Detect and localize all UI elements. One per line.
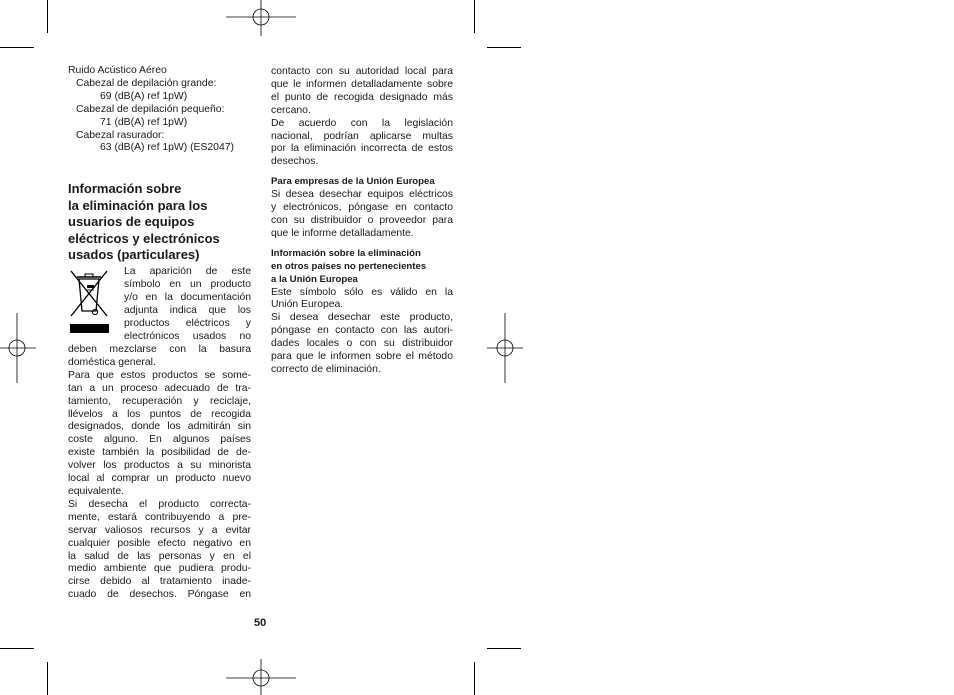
text-line: dades locales o con su distribuidor — [271, 338, 453, 350]
right-column — [271, 66, 453, 377]
registration-mark-icon — [226, 0, 296, 36]
text-line: tamiento, recuperación y reciclaje, — [68, 395, 251, 407]
noise-head-large: Cabezal de depilación grande: — [76, 77, 217, 89]
text-line: volver los productos a su minorista — [68, 460, 251, 472]
text-line: cirse debido al tratamiento inade- — [68, 576, 251, 588]
text-line: desechos. — [271, 156, 319, 168]
text-line: deben mezclarse con la basura — [68, 344, 251, 355]
text-line: Si desecha el producto correcta- — [68, 498, 251, 510]
non-eu-heading: Información sobre la eliminación — [271, 247, 421, 259]
text-line: cercano. — [271, 104, 311, 116]
text-line: símbolo en un producto — [124, 278, 251, 290]
text-line: contacto con su autoridad local para — [271, 66, 453, 77]
text-line: electrónicos usados no — [124, 330, 251, 342]
text-line: con su distribuidor o proveedor para — [271, 214, 453, 226]
registration-mark-icon — [0, 313, 36, 383]
text-line: designados, donde los admitirán sin — [68, 421, 251, 433]
text-line: y/o en la documentación — [124, 291, 251, 303]
text-line: Para que estos productos se some- — [68, 369, 251, 381]
noise-specs — [68, 65, 258, 155]
noise-title: Ruido Acústico Aéreo — [68, 65, 167, 76]
heading-line: eléctricos y electrónicos — [68, 230, 220, 246]
text-line: adjunta indica que los — [124, 304, 251, 316]
text-line: Este símbolo sólo es válido en la — [271, 286, 453, 298]
heading-line: usuarios de equipos — [68, 214, 195, 230]
text-line: llévelos a los puntos de recogida — [68, 408, 251, 420]
symbol-description — [124, 266, 251, 343]
text-line: local al comprar un producto nuevo — [68, 473, 251, 485]
heading-line: Información sobre — [68, 181, 182, 196]
text-line: tan a un proceso adecuado de tra- — [68, 382, 251, 394]
registration-mark-icon — [487, 313, 523, 383]
crop-mark — [47, 662, 48, 695]
non-eu-heading: en otros países no pertenecientes — [271, 260, 427, 272]
crop-mark — [0, 648, 34, 649]
left-column-body — [68, 344, 251, 602]
text-line: La aparición de este — [124, 266, 251, 277]
crop-mark — [474, 662, 475, 695]
crop-mark — [474, 0, 475, 33]
text-line: nacional, podrían aplicarse multas — [271, 130, 453, 142]
text-line: De acuerdo con la legislación — [271, 117, 453, 129]
text-line: coste alguno. En algunos países — [68, 434, 251, 446]
noise-head-small: Cabezal de depilación pequeño: — [76, 103, 225, 115]
text-line: que le informen detalladamente sobre — [271, 78, 453, 90]
text-line: cualquier posible efecto negativo en — [68, 537, 251, 549]
text-line: doméstica general. — [68, 356, 156, 368]
text-line: el punto de recogida designado más — [271, 91, 453, 103]
text-line: para que le informen sobre el método — [271, 351, 453, 363]
crop-mark — [47, 0, 48, 33]
crop-mark — [487, 47, 521, 48]
text-line: servar valiosos recursos y a evitar — [68, 524, 251, 536]
text-line: que le informe detalladamente. — [271, 227, 414, 239]
heading-line: la eliminación para los — [68, 197, 208, 213]
noise-val-large: 69 (dB(A) ref 1pW) — [100, 90, 188, 102]
text-line: correcto de eliminación. — [271, 363, 381, 375]
text-line: medio ambiente que pudiera produ- — [68, 563, 251, 575]
text-line: equivalente. — [68, 485, 125, 497]
section-heading — [68, 181, 258, 264]
noise-val-shaver: 63 (dB(A) ref 1pW) (ES2047) — [100, 142, 234, 154]
text-line: póngase en contacto con las autori- — [271, 325, 453, 337]
noise-val-small: 71 (dB(A) ref 1pW) — [100, 116, 188, 128]
crop-mark — [487, 648, 521, 649]
text-line: y electrónicos, póngase en contacto — [271, 202, 453, 214]
crop-mark — [0, 47, 34, 48]
heading-line: usados (particulares) — [68, 247, 200, 263]
text-line: cuado de desechos. Póngase en — [68, 589, 251, 601]
text-line: Si desea desechar este producto, — [271, 312, 453, 324]
text-line: productos eléctricos y — [124, 317, 251, 329]
non-eu-heading: a la Unión Europea — [271, 273, 358, 285]
crossed-out-wheelie-bin-icon — [67, 268, 113, 336]
text-line: Si desea desechar equipos eléctricos — [271, 189, 453, 201]
registration-mark-icon — [226, 659, 296, 695]
page-number: 50 — [254, 617, 267, 629]
text-line: Unión Europea. — [271, 299, 344, 311]
text-line: la salud de las personas y en el — [68, 550, 251, 562]
text-line: por la eliminación incorrecta de estos — [271, 143, 453, 155]
eu-business-heading: Para empresas de la Unión Europea — [271, 176, 435, 188]
text-line: existe también la posibilidad de de- — [68, 447, 251, 459]
noise-head-shaver: Cabezal rasurador: — [76, 129, 165, 141]
text-line: mente, estará contribuyendo a pre- — [68, 511, 251, 523]
